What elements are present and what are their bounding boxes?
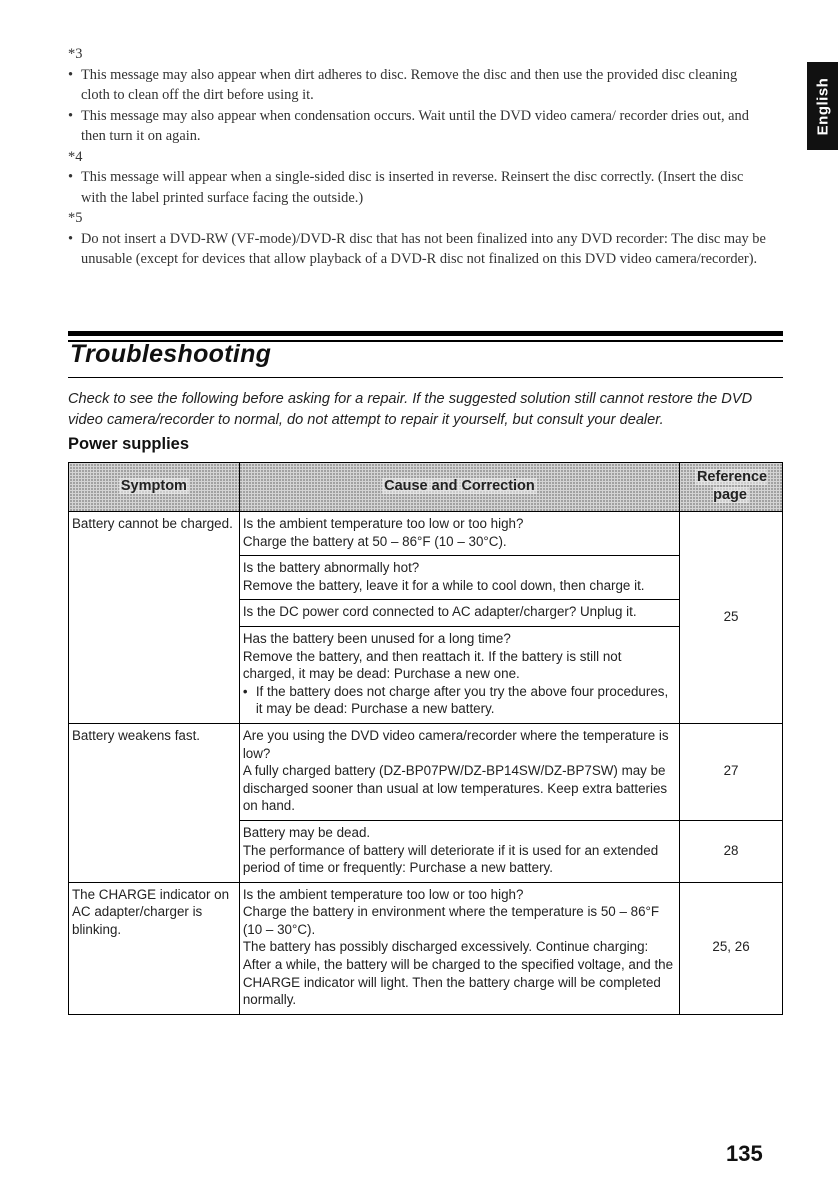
cause-cell [239, 626, 679, 723]
table-header-row [69, 463, 783, 512]
reference-cell: 25 [680, 512, 783, 724]
cause-cell [239, 512, 679, 556]
footnotes [68, 44, 768, 270]
footnote-bullet: • This message will appear when a single-sided disc is inserted in reverse. Reinsert the disc correctly. (Insert the disc with the label printed surface facing the outside.) [68, 167, 768, 208]
table-row [69, 556, 783, 600]
language-tab-label: English [814, 77, 832, 135]
footnote-label: *5 [68, 210, 83, 226]
symptom-cell [69, 820, 240, 882]
symptom-cell: The CHARGE indicator on AC adapter/charger is blinking. [69, 882, 240, 1014]
reference-cell: 28 [680, 820, 783, 882]
section-rule-thick [68, 331, 783, 336]
cause-line: The battery has possibly discharged excessively. Continue charging: After a while, the battery will be charged to the specified voltage, and the CHARGE indicator will light. Then the battery charge will be completed normally. [242, 939, 674, 1008]
reference-cell: 25, 26 [680, 882, 783, 1014]
table-row [69, 882, 783, 1014]
section-heading: Power supplies [68, 435, 190, 453]
cause-line: Is the ambient temperature too low or too high? [242, 886, 524, 902]
cause-line: The performance of battery will deteriorate if it is used for an extended period of time or frequently: Purchase a new battery. [242, 842, 659, 876]
title-underline [68, 377, 783, 378]
cause-line: Battery may be dead. [242, 824, 371, 840]
cause-line: Is the DC power cord connected to AC adapter/charger? Unplug it. [242, 604, 637, 620]
cause-cell [239, 556, 679, 600]
cause-cell [239, 600, 679, 627]
cause-line: A fully charged battery (DZ-BP07PW/DZ-BP14SW/DZ-BP7SW) may be discharged sooner than usual at low temperatures. Keep extra batteries on hand. [242, 763, 668, 814]
table-row [69, 512, 783, 556]
symptom-cell: Battery weakens fast. [69, 723, 240, 820]
header-symptom: Symptom [69, 463, 240, 512]
footnote-label: *3 [68, 46, 83, 62]
footnote-bullet: • This message may also appear when condensation occurs. Wait until the DVD video camera/ recorder dries out, and then turn it on again. [68, 106, 768, 147]
cause-line: Has the battery been unused for a long time? [242, 630, 511, 646]
cause-line: Is the ambient temperature too low or too high? [242, 516, 524, 531]
header-cause: Cause and Correction [239, 463, 679, 512]
cause-line: Is the battery abnormally hot? [242, 560, 420, 576]
cause-line: Are you using the DVD video camera/recorder where the temperature is low? [242, 727, 669, 761]
cause-bullet: • If the battery does not charge after you try the above four procedures, it may be dead: Purchase a new battery. [243, 683, 676, 718]
cause-cell [239, 820, 679, 882]
footnote-label: *4 [68, 148, 83, 165]
symptom-cell [69, 600, 240, 627]
page-title: Troubleshooting [70, 340, 272, 368]
cause-cell [239, 723, 679, 820]
header-reference: Reference page [680, 463, 783, 512]
footnote-bullet: • Do not insert a DVD-RW (VF-mode)/DVD-R disc that has not been finalized into any DVD recorder: The disc may be unusable (except for devices that allow playback of a DVD-R disc not finalized on this DVD video camera/recorder). [68, 229, 768, 270]
symptom-cell [69, 556, 240, 600]
table-row [69, 626, 783, 723]
table-row [69, 723, 783, 820]
page-number: 135 [726, 1141, 763, 1166]
table-row [69, 820, 783, 882]
reference-cell: 27 [680, 723, 783, 820]
cause-line: Charge the battery in environment where the temperature is 50 – 86°F (10 – 30°C). [242, 904, 660, 937]
cause-line: Remove the battery, leave it for a while to cool down, then charge it. [242, 577, 645, 593]
cause-cell [239, 882, 679, 1014]
intro-text: Check to see the following before asking for a repair. If the suggested solution still cannot restore the DVD video camera/recorder to normal, do not attempt to repair it yourself, but consult your dealer. [68, 391, 753, 428]
language-tab [807, 62, 838, 150]
troubleshooting-table [68, 462, 783, 1015]
symptom-cell: Battery cannot be charged. [69, 512, 240, 556]
cause-line: Charge the battery at 50 – 86°F (10 – 30°C). [242, 533, 507, 549]
cause-line: Remove the battery, and then reattach it. If the battery is still not charged, it may be dead: Purchase a new one. [242, 648, 622, 682]
footnote-bullet: • This message may also appear when dirt adheres to disc. Remove the disc and then use the provided disc cleaning cloth to clean off the dirt before using it. [68, 65, 768, 106]
table-row [69, 600, 783, 627]
symptom-cell [69, 626, 240, 723]
